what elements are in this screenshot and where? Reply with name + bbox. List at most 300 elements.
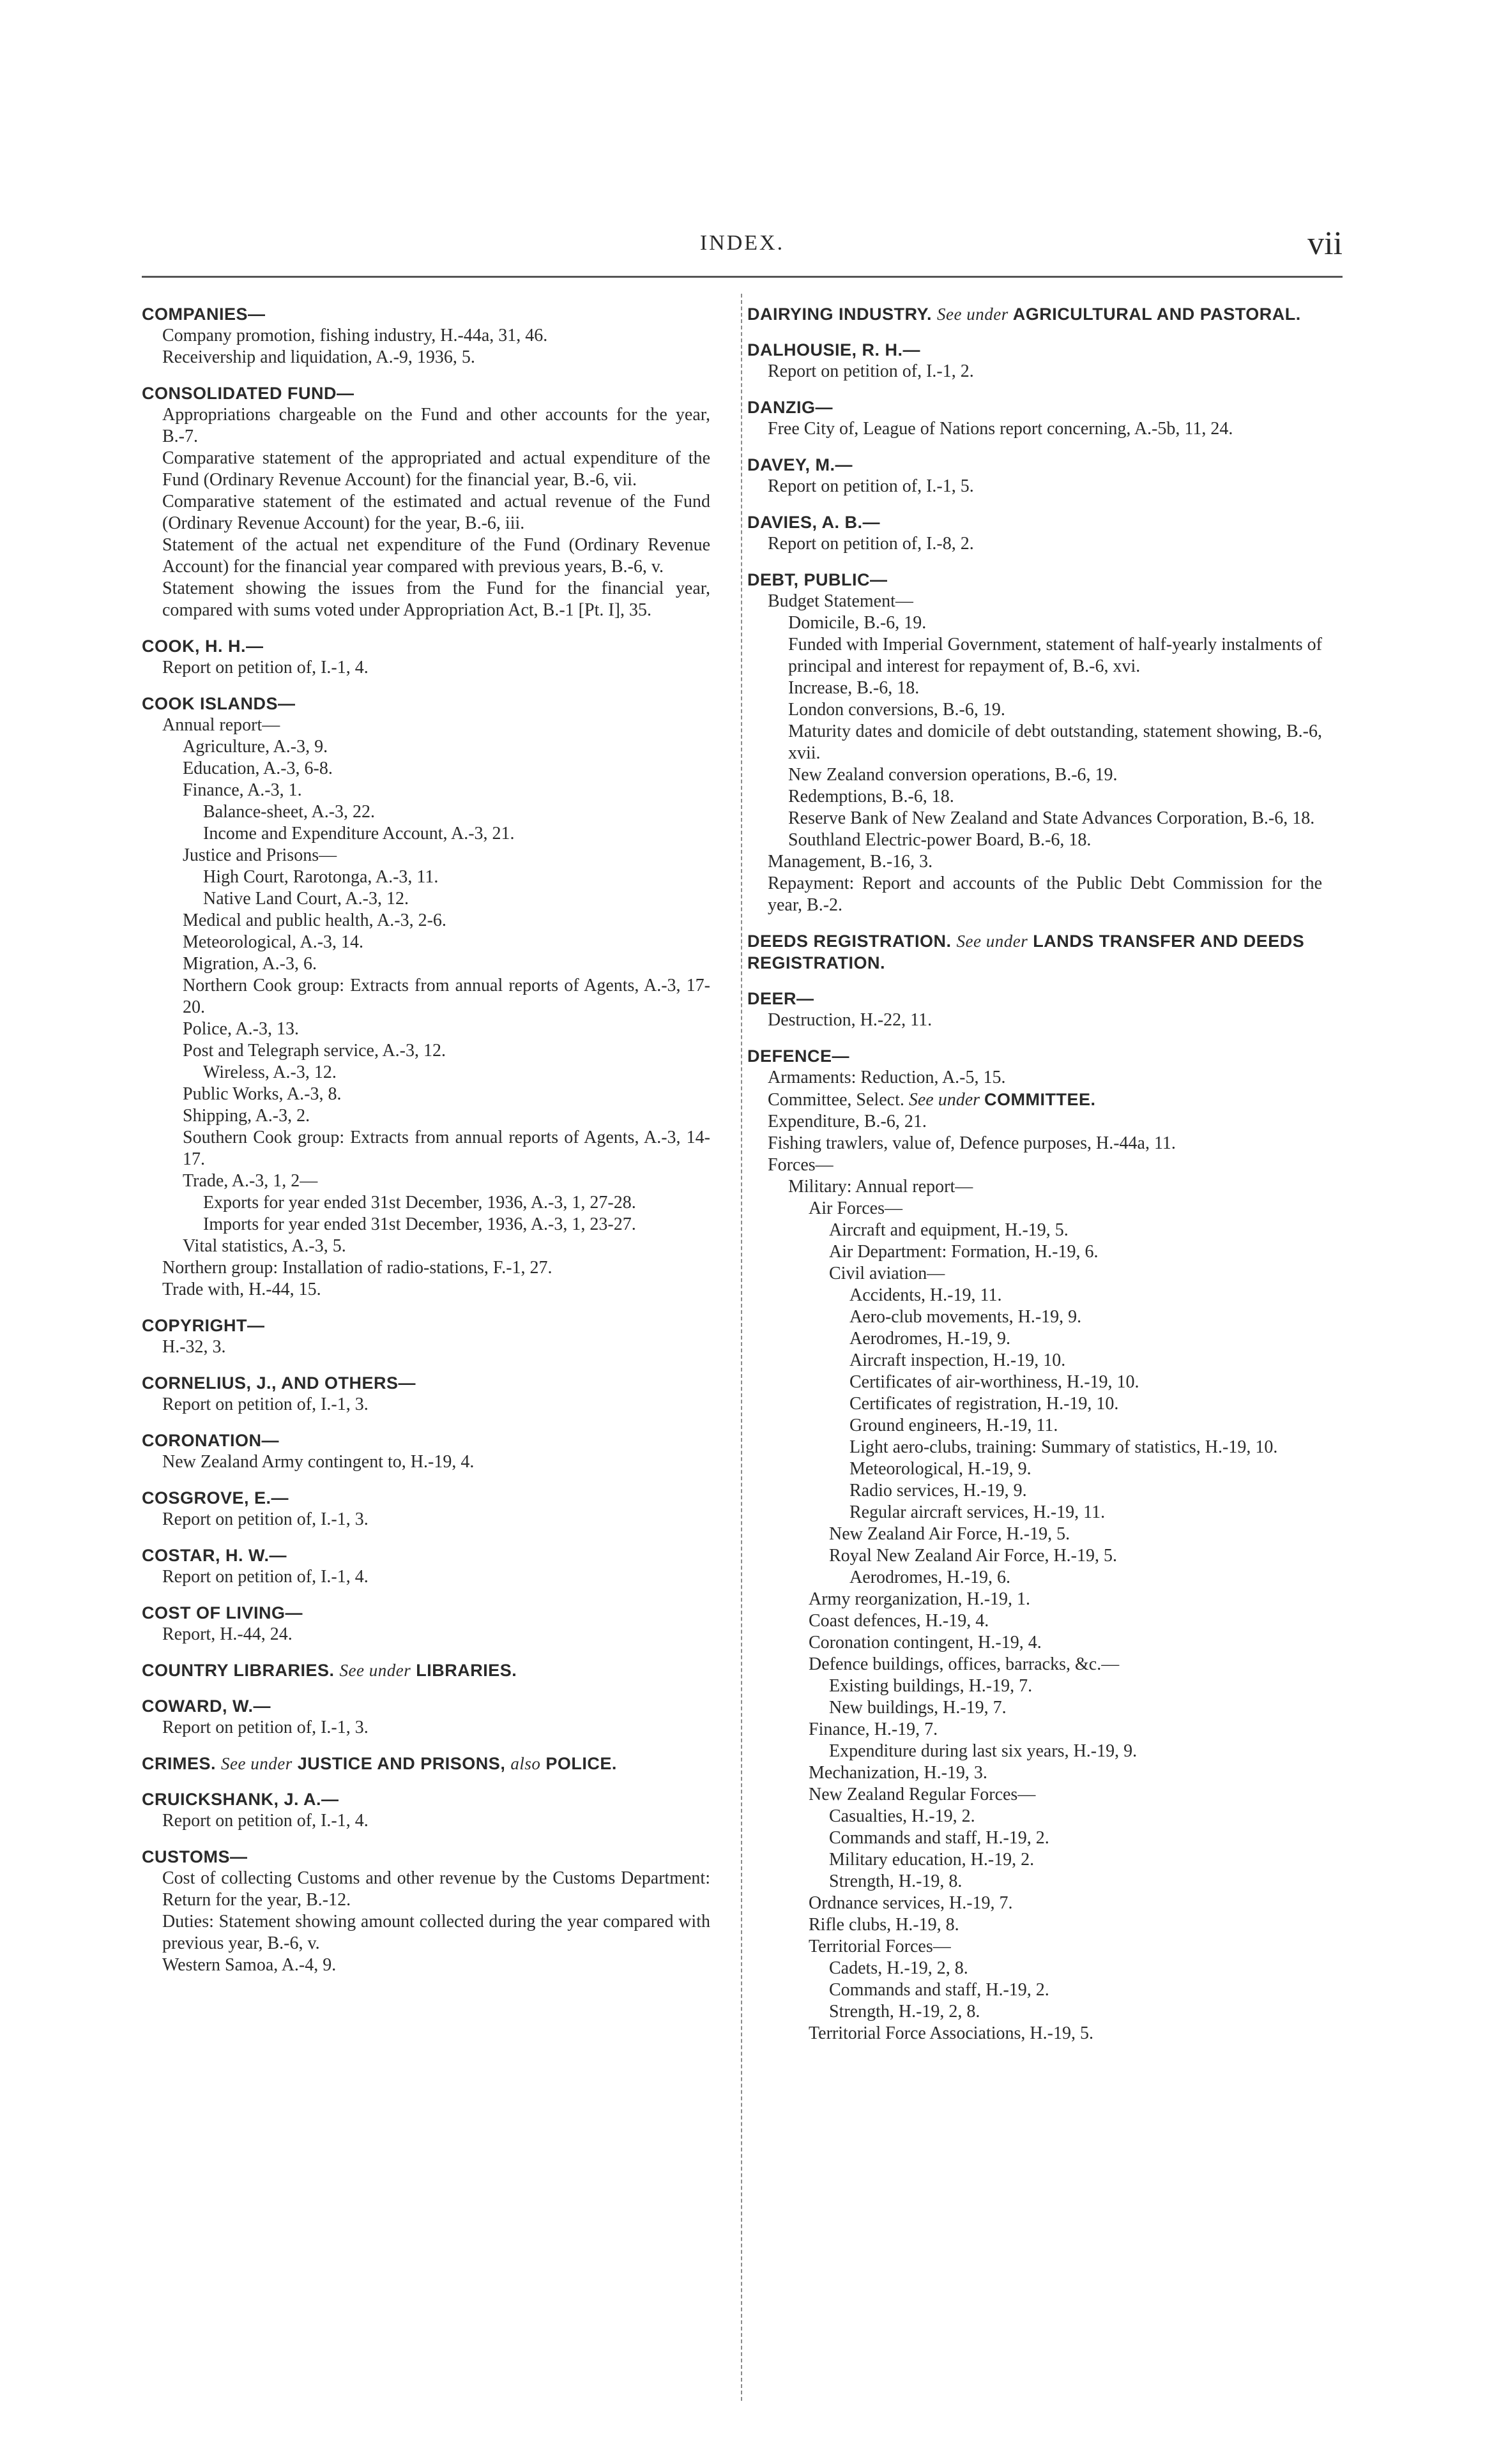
subentry-line bbox=[747, 1415, 1322, 1437]
see-under-label: See under bbox=[956, 932, 1028, 951]
entry-heading bbox=[142, 693, 710, 714]
subentry-line bbox=[747, 1176, 1322, 1198]
subentry-line bbox=[142, 1868, 710, 1911]
subentry-line bbox=[142, 1810, 710, 1832]
subentry-line bbox=[747, 1009, 1322, 1031]
subentry-text: Committee, Select. bbox=[768, 1090, 904, 1110]
subentry-line bbox=[142, 1257, 710, 1279]
subentry-line bbox=[142, 1717, 710, 1739]
subentry-text: Comparative statement of the appropriated and actual expenditure of the Fund (Ordinary Revenue Account) for the financial year, B.-6, vii. bbox=[162, 448, 710, 490]
subentry-text: New buildings, H.-19, 7. bbox=[829, 1698, 1007, 1718]
subentry-text: Medical and public health, A.-3, 2-6. bbox=[183, 911, 446, 930]
subentry-line bbox=[747, 1372, 1322, 1393]
entry-heading bbox=[142, 1753, 710, 1774]
subentry-line bbox=[747, 1979, 1322, 2001]
subentry-text: Armaments: Reduction, A.-5, 15. bbox=[768, 1068, 1006, 1087]
heading-text: COOK, H. H.— bbox=[142, 637, 264, 656]
heading-text: CORNELIUS, J., AND OTHERS— bbox=[142, 1373, 416, 1393]
subentry-line bbox=[142, 404, 710, 448]
subentry-text: Finance, A.-3, 1. bbox=[183, 780, 302, 800]
subentry-text: Appropriations chargeable on the Fund and other accounts for the year, B.-7. bbox=[162, 405, 710, 446]
subentry-text: Report on petition of, I.-1, 3. bbox=[162, 1718, 369, 1737]
subentry-line bbox=[747, 2023, 1322, 2045]
heading-text: COWARD, W.— bbox=[142, 1697, 271, 1716]
page-title: INDEX. bbox=[699, 231, 785, 255]
subentry-text: Army reorganization, H.-19, 1. bbox=[809, 1589, 1031, 1609]
subentry-line bbox=[747, 1849, 1322, 1871]
subentry-text: Cost of collecting Customs and other revenue by the Customs Department: Return for the year, B.-12. bbox=[162, 1868, 710, 1910]
subentry-line bbox=[747, 1958, 1322, 1979]
index-entry bbox=[747, 303, 1322, 325]
subentry-text: Justice and Prisons— bbox=[183, 845, 337, 865]
subentry-text: Report on petition of, I.-1, 3. bbox=[162, 1395, 369, 1414]
subentry-line bbox=[747, 1263, 1322, 1285]
subentry-line bbox=[142, 758, 710, 780]
subentry-line bbox=[747, 851, 1322, 873]
heading-text: CRUICKSHANK, J. A.— bbox=[142, 1790, 339, 1809]
subentry-line bbox=[747, 829, 1322, 851]
subentry-text: Annual report— bbox=[162, 715, 280, 735]
subentry-line bbox=[747, 1437, 1322, 1458]
subentry-text: Meteorological, H.-19, 9. bbox=[849, 1459, 1031, 1479]
subentry-text: Duties: Statement showing amount collected during the year compared with previous year, B.-6, v. bbox=[162, 1912, 710, 1953]
index-entry bbox=[142, 1846, 710, 1976]
index-entry bbox=[142, 1315, 710, 1358]
index-entry bbox=[142, 693, 710, 1301]
cross-reference: POLICE. bbox=[545, 1754, 617, 1773]
index-entry bbox=[747, 1045, 1322, 2045]
subentry-text: Exports for year ended 31st December, 1936, A.-3, 1, 27-28. bbox=[203, 1193, 636, 1213]
subentry-line bbox=[747, 1719, 1322, 1741]
subentry-text: Expenditure during last six years, H.-19, 9. bbox=[829, 1741, 1138, 1761]
subentry-text: Meteorological, A.-3, 14. bbox=[183, 932, 364, 952]
subentry-text: High Court, Rarotonga, A.-3, 11. bbox=[203, 867, 439, 887]
subentry-line bbox=[747, 1111, 1322, 1133]
subentry-line bbox=[747, 634, 1322, 677]
subentry-line bbox=[747, 1480, 1322, 1502]
subentry-text: Coronation contingent, H.-19, 4. bbox=[809, 1633, 1042, 1652]
index-entry bbox=[142, 635, 710, 679]
subentry-line bbox=[747, 1697, 1322, 1719]
index-entry bbox=[747, 511, 1322, 555]
cross-reference: LANDS TRANSFER AND DEEDS REGISTRATION. bbox=[747, 932, 1305, 972]
subentry-text: Regular aircraft services, H.-19, 11. bbox=[849, 1502, 1106, 1522]
subentry-text: Report on petition of, I.-1, 3. bbox=[162, 1509, 369, 1529]
subentry-line bbox=[142, 823, 710, 845]
index-entry bbox=[747, 397, 1322, 440]
subentry-text: Western Samoa, A.-4, 9. bbox=[162, 1955, 337, 1975]
subentry-text: Wireless, A.-3, 12. bbox=[203, 1062, 337, 1082]
subentry-line bbox=[747, 1827, 1322, 1849]
entry-heading bbox=[142, 1846, 710, 1868]
subentry-line bbox=[142, 1084, 710, 1105]
entry-heading bbox=[142, 635, 710, 657]
subentry-text: Imports for year ended 31st December, 1936, A.-3, 1, 23-27. bbox=[203, 1214, 636, 1234]
index-entry bbox=[142, 1659, 710, 1681]
subentry-text: Northern Cook group: Extracts from annual reports of Agents, A.-3, 17-20. bbox=[183, 976, 710, 1017]
subentry-line bbox=[747, 1589, 1322, 1610]
cross-reference: LIBRARIES. bbox=[416, 1661, 517, 1680]
subentry-text: Funded with Imperial Government, statement of half-yearly instalments of principal and interest for repayment of, B.-6, xvi. bbox=[788, 635, 1322, 676]
subentry-text: Aero-club movements, H.-19, 9. bbox=[849, 1307, 1082, 1327]
subentry-line bbox=[142, 910, 710, 932]
subentry-text: New Zealand Air Force, H.-19, 5. bbox=[829, 1524, 1070, 1544]
subentry-line bbox=[142, 448, 710, 491]
index-entry bbox=[747, 569, 1322, 916]
cross-reference: JUSTICE AND PRISONS, bbox=[297, 1754, 506, 1773]
subentry-text: Trade with, H.-44, 15. bbox=[162, 1280, 321, 1299]
subentry-text: Post and Telegraph service, A.-3, 12. bbox=[183, 1041, 446, 1061]
subentry-text: H.-32, 3. bbox=[162, 1337, 226, 1357]
index-column-right bbox=[747, 303, 1322, 2059]
subentry-line bbox=[142, 975, 710, 1018]
see-under-label: See under bbox=[339, 1661, 411, 1680]
subentry-text: Strength, H.-19, 2, 8. bbox=[829, 2002, 980, 2022]
entry-heading bbox=[142, 1315, 710, 1336]
heading-text: COPYRIGHT— bbox=[142, 1316, 265, 1335]
subentry-line bbox=[142, 325, 710, 347]
subentry-line bbox=[142, 932, 710, 953]
subentry-text: Military education, H.-19, 2. bbox=[829, 1850, 1035, 1870]
subentry-line bbox=[142, 657, 710, 679]
subentry-text: Trade, A.-3, 1, 2— bbox=[183, 1171, 318, 1191]
subentry-text: Statement showing the issues from the Fund for the financial year, compared with sums voted under Appropriation Act, B.-1 [Pt. I], 35. bbox=[162, 578, 710, 620]
index-entry bbox=[142, 1602, 710, 1645]
subentry-line bbox=[747, 873, 1322, 916]
subentry-text: Fishing trawlers, value of, Defence purposes, H.-44a, 11. bbox=[768, 1133, 1176, 1153]
subentry-text: London conversions, B.-6, 19. bbox=[788, 700, 1005, 720]
subentry-text: Southern Cook group: Extracts from annual reports of Agents, A.-3, 14-17. bbox=[183, 1128, 710, 1169]
entry-heading bbox=[142, 1695, 710, 1717]
heading-text: COOK ISLANDS— bbox=[142, 694, 296, 713]
subentry-line bbox=[142, 1236, 710, 1257]
heading-text: COMPANIES— bbox=[142, 305, 266, 324]
subentry-line bbox=[142, 1062, 710, 1084]
subentry-text: Ground engineers, H.-19, 11. bbox=[849, 1416, 1058, 1435]
entry-heading bbox=[747, 569, 1322, 591]
subentry-text: Commands and staff, H.-19, 2. bbox=[829, 1980, 1049, 2000]
index-entry bbox=[142, 1788, 710, 1832]
subentry-text: Destruction, H.-22, 11. bbox=[768, 1010, 933, 1030]
subentry-line bbox=[747, 699, 1322, 721]
subentry-text: Free City of, League of Nations report concerning, A.-5b, 11, 24. bbox=[768, 419, 1233, 439]
subentry-text: Certificates of registration, H.-19, 10. bbox=[849, 1394, 1119, 1414]
column-divider bbox=[741, 294, 742, 2401]
entry-heading bbox=[142, 1487, 710, 1509]
subentry-text: New Zealand Army contingent to, H.-19, 4. bbox=[162, 1452, 475, 1472]
subentry-line bbox=[747, 418, 1322, 440]
subentry-line bbox=[142, 801, 710, 823]
subentry-line bbox=[142, 1018, 710, 1040]
heading-text: DALHOUSIE, R. H.— bbox=[747, 340, 921, 359]
subentry-line bbox=[747, 721, 1322, 764]
subentry-text: Maturity dates and domicile of debt outstanding, statement showing, B.-6, xvii. bbox=[788, 722, 1322, 763]
heading-text: DAIRYING INDUSTRY. bbox=[747, 305, 933, 324]
entry-heading bbox=[142, 1788, 710, 1810]
subentry-line bbox=[747, 677, 1322, 699]
subentry-text: Royal New Zealand Air Force, H.-19, 5. bbox=[829, 1546, 1117, 1566]
also-label: also bbox=[510, 1754, 541, 1773]
subentry-line bbox=[142, 866, 710, 888]
heading-text: DEER— bbox=[747, 989, 814, 1008]
heading-text: COST OF LIVING— bbox=[142, 1603, 303, 1622]
subentry-text: Agriculture, A.-3, 9. bbox=[183, 737, 328, 757]
subentry-line bbox=[142, 1214, 710, 1236]
heading-text: COSGROVE, E.— bbox=[142, 1488, 289, 1508]
subentry-text: Domicile, B.-6, 19. bbox=[788, 613, 927, 633]
subentry-line bbox=[747, 361, 1322, 382]
subentry-text: Radio services, H.-19, 9. bbox=[849, 1481, 1027, 1500]
subentry-line bbox=[142, 1624, 710, 1645]
subentry-line bbox=[747, 1675, 1322, 1697]
entry-heading bbox=[747, 930, 1322, 974]
subentry-line bbox=[142, 736, 710, 758]
subentry-text: Repayment: Report and accounts of the Public Debt Commission for the year, B.-2. bbox=[768, 873, 1322, 915]
subentry-text: Reserve Bank of New Zealand and State Advances Corporation, B.-6, 18. bbox=[788, 808, 1315, 828]
subentry-text: Shipping, A.-3, 2. bbox=[183, 1106, 310, 1126]
subentry-line bbox=[747, 1741, 1322, 1762]
index-entry bbox=[747, 454, 1322, 497]
heading-text: CORONATION— bbox=[142, 1431, 279, 1450]
heading-text: DAVEY, M.— bbox=[747, 455, 853, 474]
subentry-text: Public Works, A.-3, 8. bbox=[183, 1084, 342, 1104]
subentry-line bbox=[747, 1784, 1322, 1806]
index-entry bbox=[142, 382, 710, 621]
subentry-text: Territorial Force Associations, H.-19, 5. bbox=[809, 2023, 1093, 2043]
subentry-line bbox=[747, 1806, 1322, 1827]
index-entry bbox=[142, 1695, 710, 1739]
subentry-line bbox=[747, 1523, 1322, 1545]
entry-heading bbox=[747, 454, 1322, 476]
subentry-text: Air Forces— bbox=[809, 1198, 902, 1218]
subentry-text: Existing buildings, H.-19, 7. bbox=[829, 1676, 1033, 1696]
subentry-line bbox=[142, 1509, 710, 1531]
subentry-line bbox=[747, 533, 1322, 555]
subentry-text: Budget Statement— bbox=[768, 591, 913, 611]
subentry-line bbox=[142, 1566, 710, 1588]
subentry-text: Southland Electric-power Board, B.-6, 18. bbox=[788, 830, 1092, 850]
entry-heading bbox=[142, 1545, 710, 1566]
subentry-line bbox=[747, 1871, 1322, 1893]
subentry-line bbox=[747, 1632, 1322, 1654]
subentry-text: Air Department: Formation, H.-19, 6. bbox=[829, 1242, 1099, 1262]
subentry-line bbox=[142, 1127, 710, 1170]
subentry-text: Management, B.-16, 3. bbox=[768, 852, 933, 872]
subentry-text: Comparative statement of the estimated and actual revenue of the Fund (Ordinary Revenue Account) for the year, B.-6, iii. bbox=[162, 492, 710, 533]
entry-heading bbox=[142, 382, 710, 404]
entry-heading bbox=[142, 1372, 710, 1394]
subentry-line bbox=[142, 534, 710, 578]
subentry-line bbox=[747, 1502, 1322, 1523]
subentry-line bbox=[142, 1911, 710, 1954]
subentry-text: Commands and staff, H.-19, 2. bbox=[829, 1828, 1049, 1848]
subentry-text: Aerodromes, H.-19, 9. bbox=[849, 1329, 1010, 1349]
subentry-text: Accidents, H.-19, 11. bbox=[849, 1285, 1002, 1305]
cross-reference: AGRICULTURAL AND PASTORAL. bbox=[1012, 305, 1301, 324]
subentry-line bbox=[747, 1762, 1322, 1784]
subentry-line bbox=[747, 1241, 1322, 1263]
subentry-text: Report on petition of, I.-1, 4. bbox=[162, 1811, 369, 1831]
subentry-text: Education, A.-3, 6-8. bbox=[183, 759, 333, 778]
heading-text: DEEDS REGISTRATION. bbox=[747, 932, 952, 951]
subentry-line bbox=[142, 1336, 710, 1358]
subentry-text: Expenditure, B.-6, 21. bbox=[768, 1112, 927, 1131]
heading-text: DEBT, PUBLIC— bbox=[747, 570, 888, 589]
page-header bbox=[142, 225, 1343, 263]
subentry-line bbox=[747, 1393, 1322, 1415]
subentry-text: Report, H.-44, 24. bbox=[162, 1624, 293, 1644]
subentry-line bbox=[747, 1545, 1322, 1567]
subentry-text: Defence buildings, offices, barracks, &c.— bbox=[809, 1654, 1120, 1674]
index-entry bbox=[142, 1545, 710, 1588]
subentry-line bbox=[747, 1610, 1322, 1632]
entry-heading bbox=[747, 339, 1322, 361]
subentry-line bbox=[747, 1914, 1322, 1936]
subentry-text: Territorial Forces— bbox=[809, 1937, 951, 1956]
subentry-line bbox=[142, 714, 710, 736]
subentry-text: Aircraft and equipment, H.-19, 5. bbox=[829, 1220, 1069, 1240]
subentry-line bbox=[142, 1279, 710, 1301]
subentry-line bbox=[747, 808, 1322, 829]
heading-text: CONSOLIDATED FUND— bbox=[142, 384, 354, 403]
subentry-text: Strength, H.-19, 8. bbox=[829, 1871, 963, 1891]
see-under-label: See under bbox=[908, 1090, 980, 1110]
subentry-line bbox=[747, 1154, 1322, 1176]
subentry-text: Migration, A.-3, 6. bbox=[183, 954, 317, 974]
subentry-text: Statement of the actual net expenditure of the Fund (Ordinary Revenue Account) for the financial year compared with previous years, B.-6, v. bbox=[162, 535, 710, 577]
heading-text: CUSTOMS— bbox=[142, 1847, 248, 1866]
subentry-line bbox=[142, 1105, 710, 1127]
subentry-line bbox=[142, 888, 710, 910]
subentry-text: New Zealand conversion operations, B.-6, 19. bbox=[788, 765, 1118, 785]
subentry-text: New Zealand Regular Forces— bbox=[809, 1785, 1036, 1804]
heading-text: COUNTRY LIBRARIES. bbox=[142, 1661, 335, 1680]
subentry-line bbox=[747, 764, 1322, 786]
see-under-label: See under bbox=[937, 305, 1009, 324]
subentry-text: Report on petition of, I.-1, 2. bbox=[768, 361, 974, 381]
cross-reference: COMMITTEE. bbox=[984, 1090, 1096, 1109]
index-entry bbox=[142, 1487, 710, 1531]
subentry-line bbox=[142, 780, 710, 801]
subentry-text: Redemptions, B.-6, 18. bbox=[788, 787, 954, 806]
subentry-line bbox=[142, 1040, 710, 1062]
subentry-text: Northern group: Installation of radio-stations, F.-1, 27. bbox=[162, 1258, 552, 1278]
entry-heading bbox=[747, 1045, 1322, 1067]
subentry-line bbox=[747, 1567, 1322, 1589]
heading-text: DANZIG— bbox=[747, 398, 833, 417]
subentry-line bbox=[747, 1893, 1322, 1914]
subentry-text: Mechanization, H.-19, 3. bbox=[809, 1763, 987, 1783]
subentry-text: Vital statistics, A.-3, 5. bbox=[183, 1236, 346, 1256]
subentry-text: Native Land Court, A.-3, 12. bbox=[203, 889, 409, 909]
subentry-line bbox=[747, 1198, 1322, 1220]
heading-text: CRIMES. bbox=[142, 1754, 217, 1773]
index-entry bbox=[142, 1753, 710, 1774]
index-entry bbox=[747, 339, 1322, 382]
subentry-text: Report on petition of, I.-1, 5. bbox=[768, 476, 974, 496]
heading-text: COSTAR, H. W.— bbox=[142, 1546, 287, 1565]
subentry-text: Company promotion, fishing industry, H.-44a, 31, 46. bbox=[162, 326, 548, 345]
subentry-line bbox=[747, 1089, 1322, 1111]
entry-heading bbox=[142, 1602, 710, 1624]
subentry-line bbox=[747, 612, 1322, 634]
index-column-left bbox=[142, 303, 710, 1990]
index-entry bbox=[142, 1430, 710, 1473]
subentry-text: Military: Annual report— bbox=[788, 1177, 973, 1197]
index-entry bbox=[747, 988, 1322, 1031]
page-number: vii bbox=[1307, 225, 1343, 262]
subentry-text: Receivership and liquidation, A.-9, 1936, 5. bbox=[162, 347, 475, 367]
index-entry bbox=[747, 930, 1322, 974]
subentry-line bbox=[142, 578, 710, 621]
entry-heading bbox=[747, 511, 1322, 533]
subentry-text: Finance, H.-19, 7. bbox=[809, 1720, 938, 1739]
heading-text: DAVIES, A. B.— bbox=[747, 513, 881, 532]
subentry-line bbox=[747, 1936, 1322, 1958]
subentry-line bbox=[747, 1328, 1322, 1350]
entry-heading bbox=[142, 1659, 710, 1681]
subentry-text: Report on petition of, I.-1, 4. bbox=[162, 1567, 369, 1587]
subentry-text: Civil aviation— bbox=[829, 1264, 945, 1283]
subentry-text: Coast defences, H.-19, 4. bbox=[809, 1611, 989, 1631]
entry-heading bbox=[747, 988, 1322, 1009]
subentry-line bbox=[142, 1451, 710, 1473]
subentry-line bbox=[747, 1654, 1322, 1675]
subentry-line bbox=[747, 2001, 1322, 2023]
subentry-text: Aircraft inspection, H.-19, 10. bbox=[849, 1350, 1066, 1370]
subentry-line bbox=[747, 786, 1322, 808]
subentry-line bbox=[142, 1394, 710, 1416]
subentry-text: Income and Expenditure Account, A.-3, 21. bbox=[203, 824, 515, 843]
index-entry bbox=[142, 1372, 710, 1416]
subentry-line bbox=[142, 1170, 710, 1192]
subentry-line bbox=[142, 1192, 710, 1214]
subentry-text: Increase, B.-6, 18. bbox=[788, 678, 920, 698]
heading-text: DEFENCE— bbox=[747, 1047, 850, 1066]
subentry-line bbox=[747, 476, 1322, 497]
subentry-text: Police, A.-3, 13. bbox=[183, 1019, 299, 1039]
subentry-line bbox=[142, 347, 710, 368]
subentry-text: Aerodromes, H.-19, 6. bbox=[849, 1568, 1010, 1587]
subentry-text: Balance-sheet, A.-3, 22. bbox=[203, 802, 376, 822]
subentry-text: Cadets, H.-19, 2, 8. bbox=[829, 1958, 968, 1978]
subentry-line bbox=[142, 491, 710, 534]
subentry-text: Report on petition of, I.-1, 4. bbox=[162, 658, 369, 677]
entry-heading bbox=[142, 303, 710, 325]
subentry-line bbox=[747, 591, 1322, 612]
see-under-label: See under bbox=[221, 1754, 293, 1773]
subentry-text: Certificates of air-worthiness, H.-19, 10. bbox=[849, 1372, 1139, 1392]
subentry-text: Light aero-clubs, training: Summary of statistics, H.-19, 10. bbox=[849, 1437, 1278, 1457]
index-entry bbox=[142, 303, 710, 368]
subentry-line bbox=[747, 1067, 1322, 1089]
entry-heading bbox=[747, 303, 1322, 325]
subentry-text: Report on petition of, I.-8, 2. bbox=[768, 534, 974, 554]
subentry-line bbox=[747, 1220, 1322, 1241]
subentry-line bbox=[747, 1285, 1322, 1306]
subentry-text: Forces— bbox=[768, 1155, 834, 1175]
subentry-text: Rifle clubs, H.-19, 8. bbox=[809, 1915, 959, 1935]
subentry-line bbox=[142, 1954, 710, 1976]
subentry-text: Casualties, H.-19, 2. bbox=[829, 1806, 975, 1826]
entry-heading bbox=[142, 1430, 710, 1451]
subentry-line bbox=[142, 953, 710, 975]
subentry-line bbox=[747, 1306, 1322, 1328]
subentry-line bbox=[142, 845, 710, 866]
header-rule bbox=[142, 276, 1343, 278]
subentry-line bbox=[747, 1458, 1322, 1480]
subentry-text: Ordnance services, H.-19, 7. bbox=[809, 1893, 1013, 1913]
